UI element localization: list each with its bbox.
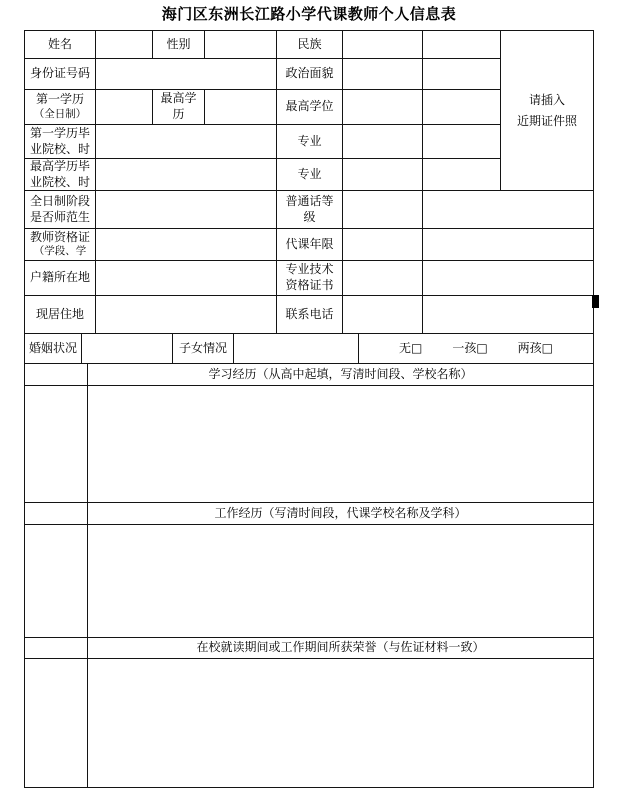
- highest-major-value-cell[interactable]: [343, 159, 423, 191]
- teacher-cert-label-line2: （学段、学: [33, 245, 87, 258]
- page-title: 海门区东洲长江路小学代课教师个人信息表: [161, 5, 457, 23]
- empty-cell: [25, 386, 88, 503]
- children-status-label: 子女情况: [173, 334, 234, 364]
- empty-cell: [423, 296, 594, 334]
- honors-area[interactable]: [88, 659, 594, 788]
- children-option-none-checkbox[interactable]: 无□: [398, 340, 423, 355]
- table-row: [25, 59, 501, 90]
- normal-student-label: 全日制阶段是否师范生: [25, 191, 96, 229]
- id-number-value-cell[interactable]: [96, 59, 277, 90]
- political-status-label: 政治面貌: [277, 59, 343, 90]
- photo-placeholder-cell[interactable]: [501, 31, 594, 191]
- education-history-header: 学习经历（从高中起填，写清时间段、学校名称）: [88, 364, 594, 386]
- first-degree-label-line1: 第一学历: [35, 92, 84, 107]
- table-row: [25, 334, 594, 364]
- empty-cell: [423, 159, 501, 191]
- empty-cell: [423, 59, 501, 90]
- section-body-row: [25, 525, 594, 638]
- empty-cell: [423, 31, 501, 59]
- personal-info-form-table: [24, 30, 594, 788]
- phone-value-cell[interactable]: [343, 296, 423, 334]
- empty-cell: [25, 503, 88, 525]
- id-number-label: 身份证号码: [25, 59, 96, 90]
- education-history-area[interactable]: [88, 386, 594, 503]
- empty-cell: [423, 191, 594, 229]
- top-left-block: [25, 31, 501, 191]
- empty-cell: [423, 261, 594, 296]
- marital-status-label: 婚姻状况: [25, 334, 82, 364]
- address-label: 现居住地: [25, 296, 96, 334]
- table-row: [25, 191, 594, 229]
- ethnicity-label: 民族: [277, 31, 343, 59]
- honors-header: 在校就读期间或工作期间所获荣誉（与佐证材料一致）: [88, 638, 594, 659]
- first-major-label: 专业: [277, 125, 343, 159]
- name-value-cell[interactable]: [96, 31, 153, 59]
- highest-degree-label: 最高学位: [277, 90, 343, 125]
- residence-label: 户籍所在地: [25, 261, 96, 296]
- section-body-row: [25, 386, 594, 503]
- top-row-group: [25, 31, 594, 191]
- children-option-two-checkbox[interactable]: 两孩□: [517, 340, 554, 355]
- residence-value-cell[interactable]: [96, 261, 277, 296]
- normal-student-value-cell[interactable]: [96, 191, 277, 229]
- work-history-area[interactable]: [88, 525, 594, 638]
- political-status-value-cell[interactable]: [343, 59, 423, 90]
- table-row: [25, 229, 594, 261]
- table-row: [25, 90, 501, 125]
- phone-label: 联系电话: [277, 296, 343, 334]
- highest-education-value-cell[interactable]: [205, 90, 277, 125]
- table-row: [25, 159, 501, 191]
- empty-cell: [423, 125, 501, 159]
- highest-major-label: 专业: [277, 159, 343, 191]
- highest-school-label: 最高学历毕业院校、时: [25, 159, 96, 191]
- section-header-row: [25, 364, 594, 386]
- children-options-cell: [359, 334, 594, 364]
- tech-cert-label-text: 专业技术资格证书: [285, 262, 334, 292]
- section-header-row: [25, 503, 594, 525]
- table-row: [25, 125, 501, 159]
- gender-value-cell[interactable]: [205, 31, 277, 59]
- table-row: [25, 31, 501, 59]
- ethnicity-value-cell[interactable]: [343, 31, 423, 59]
- name-label: 姓名: [25, 31, 96, 59]
- highest-education-label: [153, 90, 205, 125]
- photo-hint-line1: 请插入: [528, 93, 565, 108]
- teaching-years-label: 代课年限: [277, 229, 343, 261]
- teacher-cert-value-cell[interactable]: [96, 229, 277, 261]
- empty-cell: [25, 364, 88, 386]
- first-school-value-cell[interactable]: [96, 125, 277, 159]
- teacher-cert-label: [25, 229, 96, 261]
- teacher-cert-label-line1: 教师资格证: [29, 229, 90, 244]
- table-row: [25, 296, 594, 334]
- children-status-value-cell[interactable]: [234, 334, 359, 364]
- highest-education-label-text: 最高学历: [160, 91, 197, 121]
- address-value-cell[interactable]: [96, 296, 277, 334]
- section-header-row: [25, 638, 594, 659]
- empty-cell: [25, 659, 88, 788]
- mandarin-level-label: [277, 191, 343, 229]
- teaching-years-value-cell[interactable]: [343, 229, 423, 261]
- first-major-value-cell[interactable]: [343, 125, 423, 159]
- photo-hint-line2: 近期证件照: [516, 113, 577, 128]
- mandarin-level-label-text: 普通话等级: [285, 193, 334, 224]
- first-school-label: 第一学历毕业院校、时: [25, 125, 96, 159]
- highest-degree-value-cell[interactable]: [343, 90, 423, 125]
- scan-ink-artifact: [592, 295, 599, 308]
- empty-cell: [423, 229, 594, 261]
- table-row: [25, 261, 594, 296]
- gender-label: 性别: [153, 31, 205, 59]
- first-degree-value-cell[interactable]: [96, 90, 153, 125]
- children-option-one-checkbox[interactable]: 一孩□: [452, 340, 488, 355]
- marital-status-value-cell[interactable]: [82, 334, 173, 364]
- empty-cell: [25, 525, 88, 638]
- mandarin-level-value-cell[interactable]: [343, 191, 423, 229]
- tech-cert-value-cell[interactable]: [343, 261, 423, 296]
- section-body-row: [25, 659, 594, 788]
- first-degree-label: [25, 90, 96, 125]
- first-degree-label-line2: （全日制）: [33, 107, 87, 120]
- empty-cell: [423, 90, 501, 125]
- empty-cell: [25, 638, 88, 659]
- work-history-header: 工作经历（写清时间段，代课学校名称及学科）: [88, 503, 594, 525]
- tech-cert-label: [277, 261, 343, 296]
- highest-school-value-cell[interactable]: [96, 159, 277, 191]
